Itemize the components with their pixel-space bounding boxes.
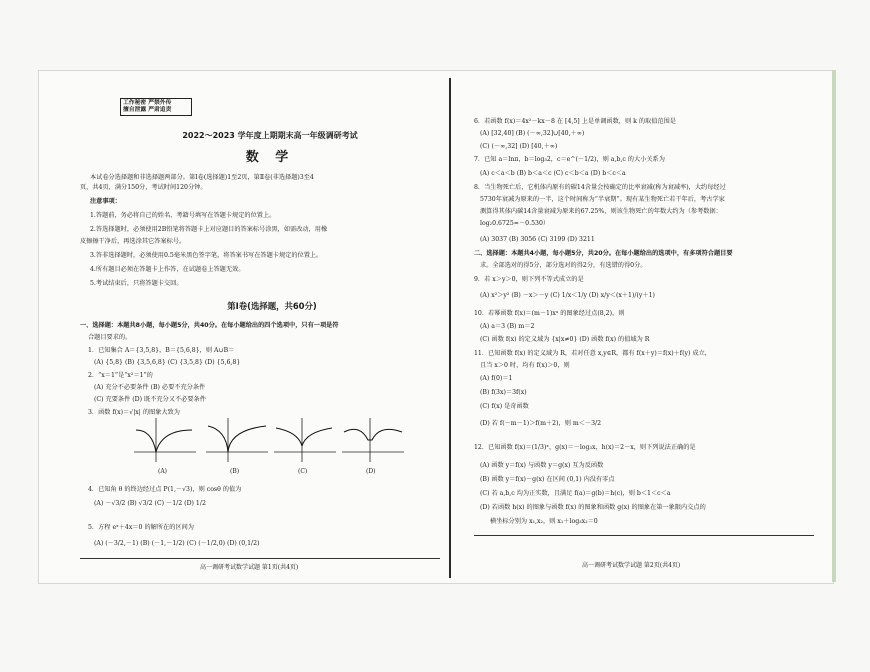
page-2-footer: 高一调研考试数学试题 第2页(共4页) [582,562,681,569]
option-line: (A) 充分不必要条件 (B) 必要不充分条件 [94,384,206,391]
note-line: 5.考试结束后，只将答题卡交回。 [90,280,183,287]
question-line: 2．“x＝1”是“x²＝1”的 [88,372,153,379]
question-line: 10．若幂函数 f(x)＝(m－1)xᵃ 的图象经过点(8,2)，则 [474,310,625,317]
graph-option-d [340,416,406,464]
option-line: (A) (－3/2,－1) (B) (－1,－1/2) (C) (－1/2,0) (D) (0,1/2) [94,540,260,547]
question-line: 5．方程 eˣ＋4x＝0 的解所在的区间为 [88,524,194,531]
intro-line: 页，共4页，满分150分，考试时间120分钟。 [80,184,207,191]
notes-heading: 注意事项： [90,198,121,205]
option-line: (A) 函数 y＝f(x) 与函数 y＝g(x) 互为反函数 [480,462,604,469]
question-line: 11．已知函数 f(x) 的定义域为 R，若对任意 x,y∈R，都有 f(x＋y)＝f(x)＋f(y) 成立， [474,350,711,357]
question-line: 4．已知角 θ 的终边经过点 P(1,－√3)，则 cosθ 的值为 [88,486,242,493]
question-line: 5730年衰减为原来的一半，这个时间称为“半衰期”。现有某生物死亡若干年后，考古学家 [480,196,725,203]
option-line: (A) f(0)＝1 [480,375,513,382]
option-line: (C) (－∞,32] (D) [40,＋∞) [480,143,558,150]
page-1-footer-rule [80,558,440,559]
option-line: (A) x²＞y² (B) －x＞－y (C) 1/x＜1/y (D) x/y＜(x＋1)/(y＋1) [480,292,655,299]
graph-label: (D) [366,468,376,475]
option-line: (D) 若函数 h(x) 的图象与函数 f(x) 的图象和函数 g(x) 的图象在第一象限内交点的 [480,504,706,511]
intro-line: 本试卷分选择题和非选择题两部分。第Ⅰ卷(选择题)1至2页，第Ⅱ卷(非选择题)3至4 [90,174,314,181]
note-line: 3.答非选择题时，必须使用0.5毫米黑色签字笔，将答案书写在答题卡规定的位置上。 [90,252,323,259]
page-2-footer-rule [474,535,814,536]
option-line: (A) {5,8} (B) {3,5,6,8} (C) {3,5,8} (D) {5,6,8} [94,359,241,366]
option-line: (B) f(3x)＝3f(x) [480,389,527,396]
graph-option-b [204,416,270,464]
part2-intro: 求。全部选对的得5分，部分选对的得2分，有选错的得0分。 [480,262,647,269]
option-line: (A) a＝3 (B) m＝2 [480,323,535,330]
graph-label: (C) [298,468,308,475]
question-line: 9．若 x＞y＞0，则下列不等式成立的是 [474,276,584,283]
scan-edge [832,70,836,582]
stamp-line: 工作秘密 严禁外传 [123,100,172,106]
question-line: log₂0.6725≈－0.530） [480,220,550,227]
note-line: 4.所有题目必须在答题卡上作答，在试题卷上答题无效。 [90,266,245,273]
option-line: (A) 3037 (B) 3056 (C) 3199 (D) 3211 [480,236,595,243]
page-1-footer: 高一调研考试数学试题 第1页(共4页) [200,564,299,571]
option-line: (D) 若 f(－m－1)＞f(m＋2)，则 m＜－3/2 [480,420,602,427]
graph-label: (A) [158,468,168,475]
question-line: 7．已知 a＝lnπ，b＝log₃2，c＝e^(－1/2)，则 a,b,c 的大小关系为 [474,156,665,163]
note-line: 皮擦擦干净后，再选涂其它答案标号。 [80,238,186,245]
question-line: 8．当生物死亡后，它机体内原有的碳14含量会按确定的比率衰减(称为衰减率)，大约每经过 [474,184,726,191]
subject-title: 数 学 [245,150,295,165]
question-line: 6．若函数 f(x)＝4x²－kx－8 在 [4,5] 上是单调函数，则 k 的取值范围是 [474,118,676,125]
exam-title: 2022～2023 学年度上期期末高一年级调研考试 [182,131,358,140]
note-line: 1.答题前，务必将自己的姓名、考籍号填写在答题卡规定的位置上。 [90,212,276,219]
graph-label: (B) [230,468,240,475]
question-line: 且当 x＞0 时，均有 f(x)＞0，则 [480,362,570,369]
graph-option-a [132,416,198,464]
question-line: 1．已知集合 A＝{3,5,8}，B＝{5,6,8}，则 A∪B＝ [88,347,235,354]
question-line: 12．已知函数 f(x)＝(1/3)ˣ，g(x)＝－log₃x，h(x)＝2－x，则下列说法正确的是 [474,444,696,451]
part1-intro: 一、选择题：本题共8小题，每小题5分，共40分。在每小题给出的四个选项中，只有一项是符 [80,322,339,329]
option-line: 横坐标分别为 x₁,x₂，则 x₁＋log₃x₂＝0 [490,518,598,525]
part1-intro: 合题目要求的。 [88,334,132,341]
stamp-line: 擅自泄露 严肃追责 [123,107,172,114]
option-line: (A) －√3/2 (B) √3/2 (C) －1/2 (D) 1/2 [94,500,206,507]
option-line: (C) 若 a,b,c 均为正实数，且满足 f(a)＝g(b)＝h(c)，则 b＜1＜c＜a [480,490,671,497]
option-line: (B) 函数 y＝f(x)－g(x) 在区间 (0,1) 内没有零点 [480,476,615,483]
question-line: 3．函数 f(x)＝√|x| 的图象大致为 [88,409,180,416]
note-line: 2.答选择题时，必须使用2B铅笔将答题卡上对应题目的答案标号涂黑，如需改动，用橡 [90,226,328,233]
part2-intro: 二、选择题：本题共4小题，每小题5分，共20分。在每小题给出的选项中，有多项符合题目要 [474,250,733,257]
section-1-title: 第Ⅰ卷(选择题，共60分) [227,301,317,311]
option-line: (C) f(x) 是奇函数 [480,403,529,410]
option-line: (A) c＜a＜b (B) b＜a＜c (C) c＜b＜a (D) b＜c＜a [480,170,626,177]
option-line: (C) 函数 f(x) 的定义域为 {x|x≠0} (D) 函数 f(x) 的值域为 R [480,336,650,343]
graph-option-c [272,416,338,464]
option-line: (C) 充要条件 (D) 既不充分又不必要条件 [94,396,206,403]
question-line: 测算得其体内碳14含量衰减为原来的67.25%，则该生物死亡的年数大约为（参考数据： [480,208,722,215]
confidential-stamp [120,98,192,116]
option-line: (A) [32,40] (B) (－∞,32]∪[40,＋∞) [480,130,585,137]
center-fold-line [449,78,451,578]
